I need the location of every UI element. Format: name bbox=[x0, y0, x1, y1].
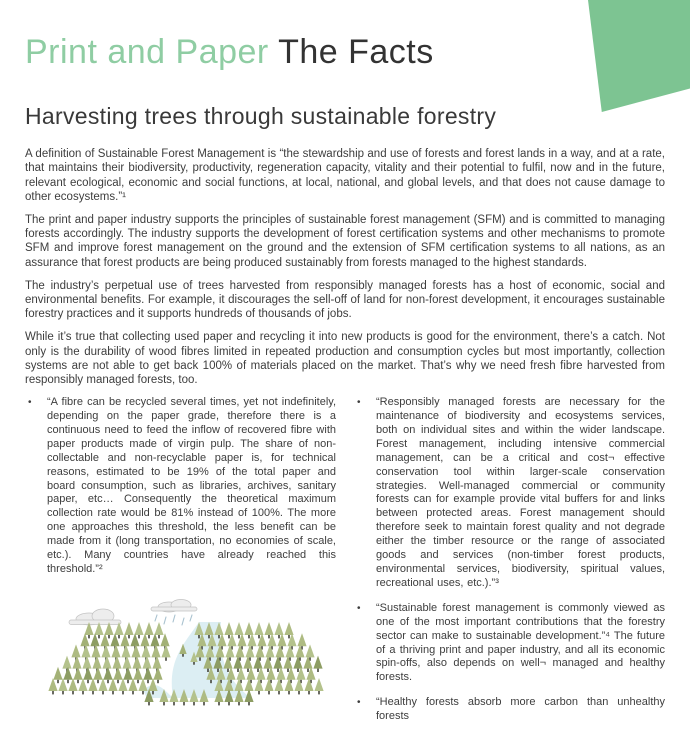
bullet-columns bbox=[25, 396, 665, 735]
bullet-text-fibre-recycling: “A fibre can be recycled several times, yet not indefinitely, depending on the paper grade, therefore there is a continuous need to feed the inflow of recovered fibre with paper products made of virgin pulp. The share of non-collectable and non-recyclable paper is, for technical reasons, estimated to be 19% of the total paper and board consumption, such as libraries, archives, sanitary paper, etc… Consequently the theoretical maximum collection rate would be 81% instead of 100%. The more one approaches this threshold, the less benefit can be made from it (long transportation, no economies of scale, etc.). Many countries have already reached this threshold.”² bbox=[47, 396, 336, 576]
masthead bbox=[25, 0, 665, 72]
page-title-brand: Print and Paper bbox=[25, 33, 279, 71]
list-item bbox=[354, 696, 665, 724]
rain-cloud-icon bbox=[151, 599, 197, 625]
bullet-text-healthy-forests: “Healthy forests absorb more carbon than unhealthy forests bbox=[376, 696, 665, 723]
bullet-column-right bbox=[354, 396, 665, 735]
cloud-icon bbox=[69, 609, 121, 625]
bullet-icon: • bbox=[357, 697, 361, 709]
bullet-text-responsibly-managed: “Responsibly managed forests are necessary for the maintenance of biodiversity and ecosystems services, both on individual sites and within the wider landscape. Forest management, including intensive commercial management, can be a critical and cost¬ effective conservation tool within larger-scale conservation strategies. Well-managed commercial or community forests can for example provide vital buffers for and links between protected areas. Forest management should therefore seek to maintain forest quality and not degrade either the timber resource or the range of associated goods and services (non-timber forest products, environmental services, biodiversity, spiritual values, recreational uses, etc.).”³ bbox=[376, 396, 665, 589]
paragraph-benefits: The industry’s perpetual use of trees harvested from responsibly managed forests has a host of economic, social and environmental benefits. For example, it discourages the sell-off of land for non-forest development, it encourages sustainable forestry practices and it supports hundreds of thousands of jobs. bbox=[25, 279, 665, 321]
intro-paragraphs bbox=[25, 147, 665, 387]
bullet-column-left bbox=[25, 396, 336, 735]
page-title-suffix: The Facts bbox=[278, 33, 434, 71]
list-item bbox=[354, 396, 665, 591]
bullet-text-sfm-development: “Sustainable forest management is commonly viewed as one of the most important contributions that the forestry sector can make to sustainable development.”⁴ The future of a thriving print and paper industry, and all its economic spin-offs, also depends on well¬ managed and healthy forests. bbox=[376, 601, 665, 684]
rain-icon bbox=[155, 615, 192, 625]
paragraph-industry-sfm: The print and paper industry supports the principles of sustainable forest management (SFM) and is committed to managing forests accordingly. The industry supports the development of forest certification systems and other mechanisms to promote SFM and improve forest management on the ground and the extension of SFM certification systems to all nations, as an assurance that forest products are being produced sustainably from forests managed to the highest standards. bbox=[25, 213, 665, 269]
paragraph-recycling-catch: While it’s true that collecting used paper and recycling it into new products is good for the environment, there’s a catch. Not only is the durability of wood fibres limited in repeated production and consumption cycles but most importantly, collection systems are not able to get back 100% of materials placed on the market. That’s why we need fresh fibre harvested from responsibly managed forests, too. bbox=[25, 331, 665, 386]
forest-illustration bbox=[51, 602, 323, 698]
bullet-icon: • bbox=[28, 397, 32, 409]
section-heading: Harvesting trees through sustainable forestry bbox=[25, 103, 497, 130]
page-title bbox=[25, 33, 665, 72]
bullet-icon: • bbox=[357, 602, 361, 614]
paragraph-definition: A definition of Sustainable Forest Management is “the stewardship and use of forests and forest lands in a way, and at a rate, that maintains their biodiversity, productivity, regeneration capacity, vitality and their potential to fulfil, now and in the future, relevant ecological, economic and social functions, at local, national, and global levels, and that does not cause damage to other ecosystems.”¹ bbox=[25, 148, 665, 203]
list-item bbox=[25, 396, 336, 577]
list-item bbox=[354, 602, 665, 685]
bullet-icon: • bbox=[357, 397, 361, 409]
